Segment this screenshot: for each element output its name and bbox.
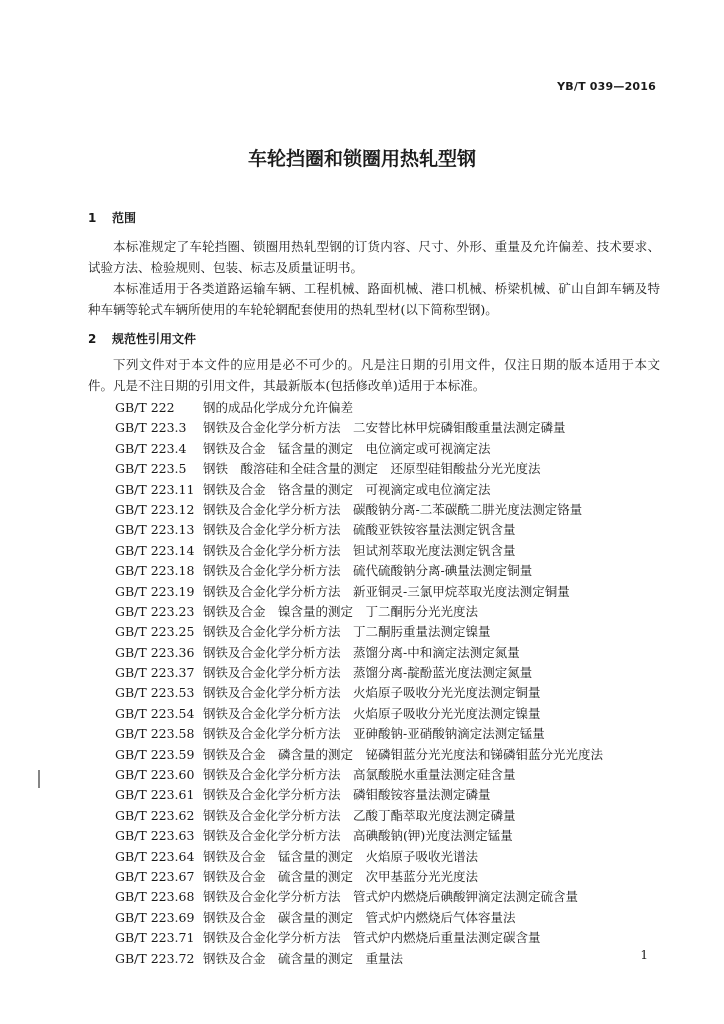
reference-title: 钢铁及合金化学分析方法 高氯酸脱水重量法测定硅含量 — [203, 767, 516, 783]
reference-code: GB/T 223.12 — [115, 501, 195, 517]
reference-item — [115, 582, 603, 602]
reference-item — [115, 398, 603, 418]
reference-code: GB/T 223.36 — [115, 644, 195, 660]
reference-code: GB/T 223.64 — [115, 848, 195, 864]
reference-code: GB/T 223.67 — [115, 868, 195, 884]
reference-code: GB/T 223.69 — [115, 909, 195, 925]
reference-title: 钢铁及合金 硫含量的测定 重量法 — [203, 950, 404, 966]
reference-title: 钢铁及合金 锰含量的测定 火焰原子吸收光谱法 — [203, 848, 479, 864]
reference-item — [115, 643, 603, 663]
reference-code: GB/T 223.19 — [115, 583, 195, 599]
reference-code: GB/T 223.61 — [115, 787, 195, 803]
reference-code: GB/T 223.4 — [115, 440, 187, 456]
reference-item — [115, 480, 603, 500]
reference-code: GB/T 222 — [115, 400, 175, 415]
reference-title: 钢铁及合金化学分析方法 蒸馏分离-中和滴定法测定氮量 — [203, 644, 520, 660]
reference-item — [115, 520, 603, 540]
reference-code: GB/T 223.58 — [115, 726, 195, 742]
reference-item — [115, 724, 603, 744]
reference-title: 钢铁及合金 碳含量的测定 管式炉内燃烧后气体容量法 — [203, 909, 516, 925]
reference-title: 钢铁及合金化学分析方法 乙酸丁酯萃取光度法测定磷量 — [203, 807, 516, 823]
reference-code: GB/T 223.23 — [115, 603, 195, 619]
reference-item — [115, 622, 603, 642]
document-title: 车轮挡圈和锁圈用热轧型钢 — [247, 148, 476, 170]
reference-title: 钢铁及合金化学分析方法 磷钼酸铵容量法测定磷量 — [203, 787, 491, 803]
reference-item — [115, 785, 603, 805]
reference-code: GB/T 223.63 — [115, 828, 195, 844]
section-title: 范围 — [112, 211, 137, 225]
reference-title: 钢铁及合金化学分析方法 硫代硫酸钠分离-碘量法测定铜量 — [203, 563, 533, 579]
section-number: 2 — [88, 332, 97, 346]
reference-title: 钢铁及合金化学分析方法 火焰原子吸收分光光度法测定镍量 — [203, 705, 541, 721]
reference-item — [115, 602, 603, 622]
reference-title: 钢铁及合金 硫含量的测定 次甲基蓝分光光度法 — [203, 868, 479, 884]
reference-item — [115, 826, 603, 846]
reference-code: GB/T 223.68 — [115, 889, 195, 905]
reference-item — [115, 765, 603, 785]
reference-title: 钢铁及合金 镍含量的测定 丁二酮肟分光光度法 — [203, 603, 479, 619]
reference-code: GB/T 223.59 — [115, 746, 195, 762]
reference-code: GB/T 223.53 — [115, 685, 195, 701]
reference-item — [115, 949, 603, 969]
section-1-heading — [88, 209, 136, 226]
reference-item — [115, 745, 603, 765]
reference-item — [115, 908, 603, 928]
reference-title: 钢铁及合金化学分析方法 碳酸钠分离-二苯碳酰二肼光度法测定铬量 — [203, 501, 583, 517]
reference-code: GB/T 223.60 — [115, 767, 195, 783]
scope-paragraph-1: 本标准规定了车轮挡圈、锁圈用热轧型钢的订货内容、尺寸、外形、重量及允许偏差、技术要求、试验方法、检验规则、包装、标志及质量证明书。 — [88, 239, 660, 275]
reference-item — [115, 806, 603, 826]
reference-code: GB/T 223.25 — [115, 624, 195, 640]
reference-title: 钢铁及合金化学分析方法 二安替比林甲烷磷钼酸重量法测定磷量 — [203, 420, 566, 436]
reference-item — [115, 867, 603, 887]
reference-title: 钢铁及合金 锰含量的测定 电位滴定或可视滴定法 — [203, 440, 491, 456]
reference-title: 钢铁及合金化学分析方法 硫酸亚铁铵容量法测定钒含量 — [203, 522, 516, 538]
reference-item — [115, 683, 603, 703]
reference-title: 钢铁及合金 磷含量的测定 铋磷钼蓝分光光度法和锑磷钼蓝分光光度法 — [203, 746, 604, 762]
reference-code: GB/T 223.11 — [115, 481, 195, 497]
standard-code: YB/T 039—2016 — [557, 80, 656, 93]
reference-item — [115, 459, 603, 479]
reference-item — [115, 418, 603, 438]
reference-code: GB/T 223.5 — [115, 461, 187, 477]
reference-code: GB/T 223.71 — [115, 930, 195, 946]
reference-title: 钢的成品化学成分允许偏差 — [203, 400, 354, 415]
reference-code: GB/T 223.37 — [115, 665, 195, 681]
reference-item — [115, 663, 603, 683]
reference-title: 钢铁及合金化学分析方法 新亚铜灵-三氯甲烷萃取光度法测定铜量 — [203, 583, 570, 599]
reference-title: 钢铁及合金化学分析方法 蒸馏分离-靛酚蓝光度法测定氮量 — [203, 665, 533, 681]
reference-title: 钢铁及合金化学分析方法 亚砷酸钠-亚硝酸钠滴定法测定锰量 — [203, 726, 545, 742]
reference-title: 钢铁及合金 铬含量的测定 可视滴定或电位滴定法 — [203, 481, 491, 497]
reference-code: GB/T 223.3 — [115, 420, 187, 436]
reference-title: 钢铁及合金化学分析方法 高碘酸钠(钾)光度法测定锰量 — [203, 828, 513, 844]
reference-item — [115, 500, 603, 520]
reference-code: GB/T 223.13 — [115, 522, 195, 538]
reference-item — [115, 928, 603, 948]
reference-list — [115, 398, 603, 969]
reference-item — [115, 439, 603, 459]
reference-code: GB/T 223.54 — [115, 705, 195, 721]
reference-item — [115, 704, 603, 724]
margin-mark — [38, 770, 40, 788]
reference-code: GB/T 223.72 — [115, 950, 195, 966]
reference-title: 钢铁及合金化学分析方法 钽试剂萃取光度法测定钒含量 — [203, 542, 516, 558]
section-number: 1 — [88, 211, 97, 225]
reference-item — [115, 561, 603, 581]
section-2-heading — [88, 330, 196, 347]
reference-title: 钢铁及合金化学分析方法 丁二酮肟重量法测定镍量 — [203, 624, 491, 640]
reference-item — [115, 847, 603, 867]
reference-title: 钢铁及合金化学分析方法 管式炉内燃烧后重量法测定碳含量 — [203, 930, 541, 946]
reference-title: 钢铁 酸溶硅和全硅含量的测定 还原型硅钼酸盐分光光度法 — [203, 461, 541, 477]
page-number: 1 — [640, 948, 648, 962]
reference-code: GB/T 223.18 — [115, 563, 195, 579]
reference-item — [115, 541, 603, 561]
reference-code: GB/T 223.62 — [115, 807, 195, 823]
reference-code: GB/T 223.14 — [115, 542, 195, 558]
section-title: 规范性引用文件 — [112, 332, 197, 346]
scope-paragraph-2: 本标准适用于各类道路运输车辆、工程机械、路面机械、港口机械、桥梁机械、矿山自卸车辆及特种车辆等轮式车辆所使用的车轮轮辋配套使用的热轧型材(以下简称型钢)。 — [88, 281, 660, 317]
reference-title: 钢铁及合金化学分析方法 管式炉内燃烧后碘酸钾滴定法测定硫含量 — [203, 889, 579, 905]
reference-title: 钢铁及合金化学分析方法 火焰原子吸收分光光度法测定铜量 — [203, 685, 541, 701]
references-intro-paragraph: 下列文件对于本文件的应用是必不可少的。凡是注日期的引用文件，仅注日期的版本适用于本文件。凡是不注日期的引用文件，其最新版本(包括修改单)适用于本标准。 — [88, 357, 660, 393]
reference-item — [115, 887, 603, 907]
